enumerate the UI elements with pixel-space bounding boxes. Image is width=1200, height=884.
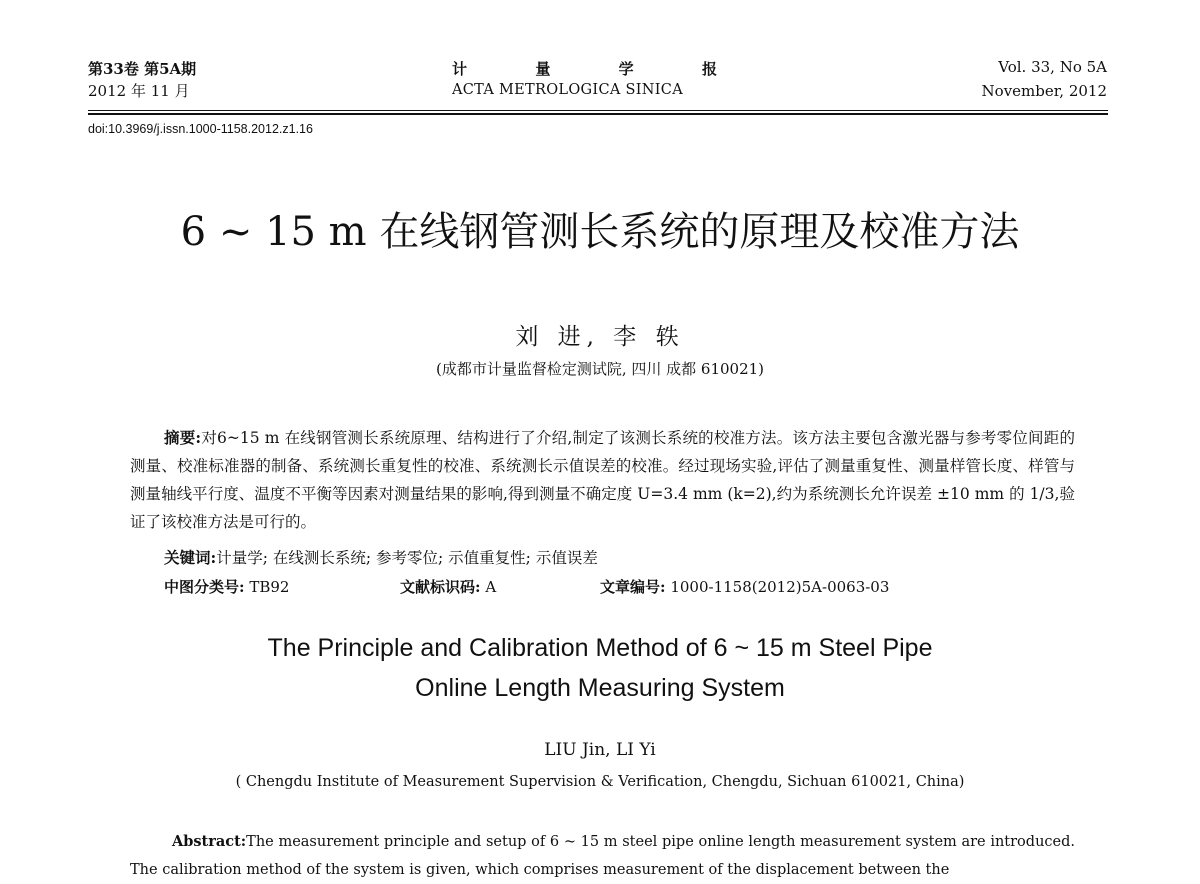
keywords-cn-text: 计量学; 在线测长系统; 参考零位; 示值重复性; 示值误差 bbox=[216, 549, 598, 567]
journal-name-cn: 计 量 学 报 bbox=[452, 60, 717, 78]
title-en-line2: Online Length Measuring System bbox=[415, 674, 785, 702]
abstract-en bbox=[130, 828, 1075, 884]
article-number bbox=[600, 576, 889, 597]
abstract-cn-text: 对6~15 m 在线钢管测长系统原理、结构进行了介绍,制定了该测长系统的校准方法。该方法主要包含激光器与参考零位间距的测量、校准标准器的制备、系统测长重复性的校准、系统测长示值误差的校准。经过现场实验,评估了测量重复性、测量样管长度、样管与测量轴线平行度、温度不平衡等因素对测量结果的影响,得到测量不确定度 U=3.4 mm (k=2),约为系统测长允许误差 ±10 mm 的 1/3,验证了该校准方法是可行的。 bbox=[130, 429, 1075, 531]
authors-en: LIU Jin, LI Yi bbox=[544, 740, 656, 760]
abstract-cn bbox=[130, 424, 1075, 536]
header-rule-top bbox=[88, 110, 1108, 111]
clc-value: TB92 bbox=[249, 578, 290, 596]
clc bbox=[164, 576, 289, 597]
clc-label: 中图分类号: bbox=[164, 578, 245, 596]
header-rule-bottom bbox=[88, 113, 1108, 115]
title-cn: 6 ~ 15 m 在线钢管测长系统的原理及校准方法 bbox=[180, 209, 1020, 255]
doi: doi:10.3969/j.issn.1000-1158.2012.z1.16 bbox=[88, 122, 313, 136]
title-en-line1: The Principle and Calibration Method of 6 ~ 15 m Steel Pipe bbox=[267, 634, 933, 662]
volume-issue-cn: 第33卷 第5A期 bbox=[88, 60, 197, 78]
affiliation-en: ( Chengdu Institute of Measurement Supervision & Verification, Chengdu, Sichuan 610021, China) bbox=[235, 774, 965, 790]
abstract-en-text: The measurement principle and setup of 6 ~ 15 m steel pipe online length measurement system are introduced. The calibration method of the system is given, which comprises measurement of the displacement between the bbox=[130, 834, 1075, 878]
article-number-value: 1000-1158(2012)5A-0063-03 bbox=[670, 578, 890, 596]
abstract-en-label: Abstract: bbox=[172, 833, 247, 850]
doc-code-value: A bbox=[485, 578, 497, 596]
abstract-cn-label: 摘要: bbox=[164, 428, 202, 447]
keywords-cn-label: 关键词: bbox=[164, 548, 217, 567]
date-cn: 2012 年 11 月 bbox=[88, 82, 190, 100]
volume-issue-en: Vol. 33, No 5A bbox=[998, 58, 1107, 76]
doc-code bbox=[400, 576, 496, 597]
date-en: November, 2012 bbox=[981, 82, 1107, 100]
article-number-label: 文章编号: bbox=[600, 578, 666, 596]
authors-cn: 刘 进, 李 轶 bbox=[515, 324, 685, 350]
journal-name-en: ACTA METROLOGICA SINICA bbox=[452, 82, 683, 98]
affiliation-cn: (成都市计量监督检定测试院, 四川 成都 610021) bbox=[435, 360, 765, 378]
keywords-cn bbox=[164, 546, 598, 568]
doc-code-label: 文献标识码: bbox=[400, 578, 481, 596]
